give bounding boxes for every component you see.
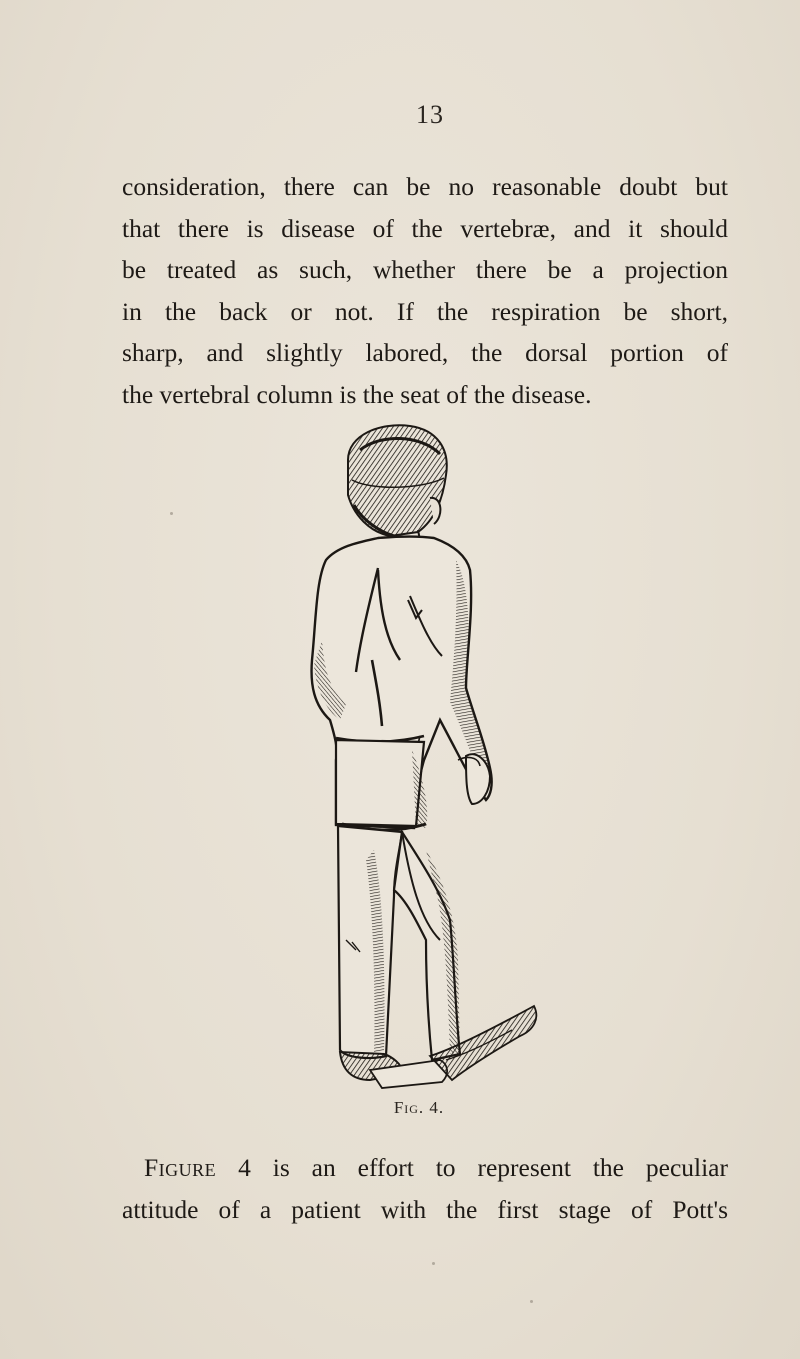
figure-legs — [338, 826, 460, 1060]
paragraph-line: be treated as such, whether there be a projection — [122, 255, 728, 284]
paragraph-line: consideration, there can be no reasonable doubt but — [122, 172, 728, 201]
paper-speck — [170, 512, 173, 515]
paper-speck — [432, 1262, 435, 1265]
body-paragraph-1 — [122, 166, 728, 415]
figure-head — [348, 425, 447, 540]
figure-reference: Figure — [144, 1153, 217, 1182]
paragraph-line-rest: 4 is an effort to represent the peculiar — [216, 1153, 728, 1182]
body-paragraph-2 — [122, 1147, 728, 1230]
figure-hips — [336, 740, 427, 830]
paragraph-line: the vertebral column is the seat of the disease. — [122, 379, 592, 409]
paragraph-line: that there is disease of the vertebræ, and it should — [122, 213, 728, 243]
figure-caption: Fig. 4. — [393, 1098, 445, 1117]
page-number: 13 — [416, 100, 444, 129]
paragraph-line: attitude of a patient with the first stage of Pott's — [122, 1194, 728, 1224]
paper-speck — [530, 1300, 533, 1303]
paragraph-line: in the back or not. If the respiration be short, — [122, 296, 728, 326]
figure-illustration — [290, 420, 560, 1100]
paragraph-line: sharp, and slightly labored, the dorsal portion of — [122, 338, 728, 367]
paragraph-line — [122, 1147, 728, 1189]
